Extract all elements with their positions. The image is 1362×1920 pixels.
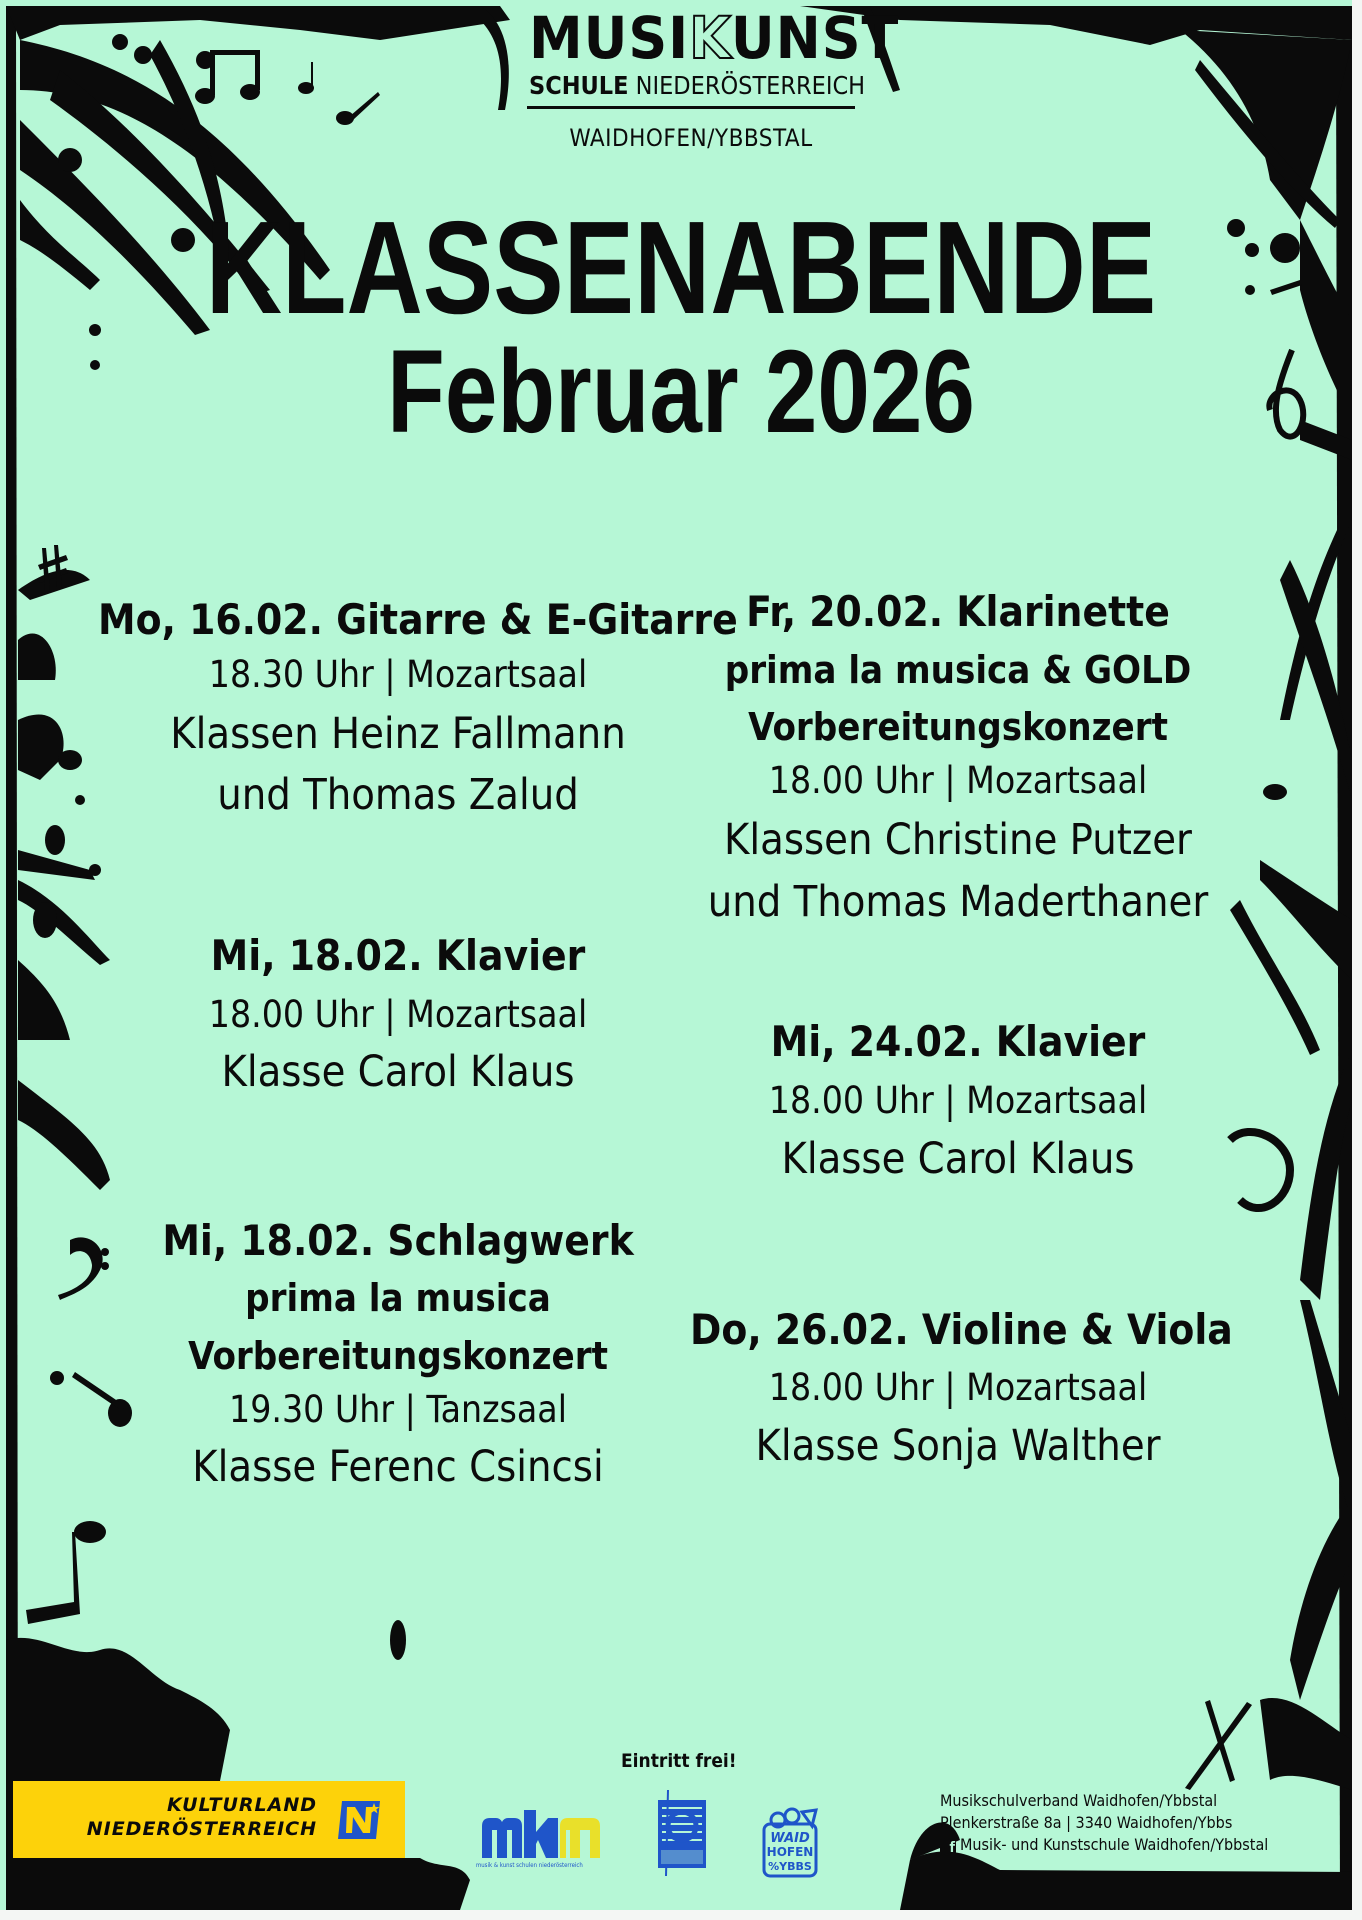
event-teacher-2: und Thomas Maderthaner bbox=[707, 877, 1209, 927]
address-street: Plenkerstraße 8a | 3340 Waidhofen/Ybbs bbox=[940, 1813, 1233, 1832]
kulturland-logo bbox=[13, 1781, 405, 1858]
musikschulverband-logo bbox=[652, 1788, 710, 1882]
kulturland-text bbox=[87, 1793, 317, 1841]
event-teacher: Klasse Ferenc Csincsi bbox=[192, 1442, 604, 1492]
event-subtitle: prima la musica & GOLD bbox=[724, 648, 1192, 692]
event-heading: Mo, 16.02. Gitarre & E-Gitarre bbox=[98, 595, 738, 644]
logo-text-region: NIEDERÖSTERREICH bbox=[628, 71, 866, 100]
logo-text-musi: MUSI bbox=[529, 4, 690, 72]
mkn-logo bbox=[482, 1810, 602, 1860]
logo-text-unst: UNST bbox=[730, 4, 900, 72]
event-time-place: 18.30 Uhr | Mozartsaal bbox=[208, 653, 588, 696]
event-teacher: Klasse Carol Klaus bbox=[781, 1134, 1135, 1184]
logo-divider bbox=[527, 106, 855, 109]
event-heading: Mi, 18.02. Klavier bbox=[210, 931, 586, 980]
event-time-place: 18.00 Uhr | Mozartsaal bbox=[768, 1079, 1148, 1122]
event-klavier-24 bbox=[690, 1018, 1226, 1188]
waidhofen-ybbs-logo bbox=[760, 1806, 822, 1878]
event-subtitle: prima la musica bbox=[245, 1276, 551, 1320]
mkn-tagline: musik & kunst schulen niederösterreich bbox=[476, 1862, 583, 1869]
svg-text:HOFEN: HOFEN bbox=[766, 1845, 814, 1859]
event-teacher-2: und Thomas Zalud bbox=[217, 770, 579, 820]
kulturland-line2: NIEDERÖSTERREICH bbox=[86, 1818, 317, 1840]
musikunst-logo bbox=[529, 4, 900, 72]
event-time-place: 18.00 Uhr | Mozartsaal bbox=[208, 993, 588, 1036]
event-teacher: Klasse Sonja Walther bbox=[755, 1421, 1161, 1471]
event-schlagwerk bbox=[98, 1217, 698, 1507]
kulturland-line1: KULTURLAND bbox=[167, 1794, 317, 1816]
event-time-place: 19.30 Uhr | Tanzsaal bbox=[229, 1388, 567, 1431]
event-teacher: Klasse Carol Klaus bbox=[221, 1047, 575, 1097]
event-heading: Mi, 24.02. Klavier bbox=[770, 1017, 1146, 1066]
event-subtitle-2: Vorbereitungskonzert bbox=[188, 1334, 608, 1378]
logo-text-schule: SCHULE bbox=[529, 71, 629, 100]
address-organization: Musikschulverband Waidhofen/Ybbstal bbox=[940, 1791, 1218, 1810]
event-klavier-18 bbox=[98, 932, 698, 1102]
event-heading: Do, 26.02. Violine & Viola bbox=[690, 1305, 1233, 1354]
event-gitarre bbox=[98, 595, 738, 836]
event-heading: Fr, 20.02. Klarinette bbox=[746, 587, 1170, 636]
event-klarinette bbox=[690, 588, 1226, 938]
noe-n-icon bbox=[338, 1799, 382, 1841]
logo-text-k-outlined: K bbox=[689, 4, 731, 72]
event-heading: Mi, 18.02. Schlagwerk bbox=[162, 1216, 634, 1265]
contact-address bbox=[940, 1790, 1268, 1856]
logo-subtitle bbox=[529, 72, 865, 100]
event-subtitle-2: Vorbereitungskonzert bbox=[748, 705, 1168, 749]
logo-location: WAIDHOFEN/YBBSTAL bbox=[569, 124, 813, 152]
facebook-icon: f bbox=[940, 1839, 956, 1855]
event-teacher: Klassen Heinz Fallmann bbox=[170, 709, 626, 759]
event-violine-viola bbox=[690, 1305, 1233, 1476]
page-title: KLASSENABENDE bbox=[205, 194, 1157, 341]
event-time-place: 18.00 Uhr | Mozartsaal bbox=[768, 759, 1148, 802]
page-subtitle-month: Februar 2026 bbox=[387, 326, 975, 458]
facebook-page-name: Musik- und Kunstschule Waidhofen/Ybbstal bbox=[960, 1835, 1269, 1854]
svg-text:%YBBS: %YBBS bbox=[768, 1860, 812, 1873]
facebook-link[interactable] bbox=[940, 1834, 1268, 1856]
event-teacher: Klassen Christine Putzer bbox=[724, 815, 1192, 865]
event-time-place: 18.00 Uhr | Mozartsaal bbox=[768, 1366, 1148, 1409]
admission-free-note: Eintritt frei! bbox=[621, 1750, 737, 1772]
svg-text:WAID: WAID bbox=[770, 1831, 810, 1846]
